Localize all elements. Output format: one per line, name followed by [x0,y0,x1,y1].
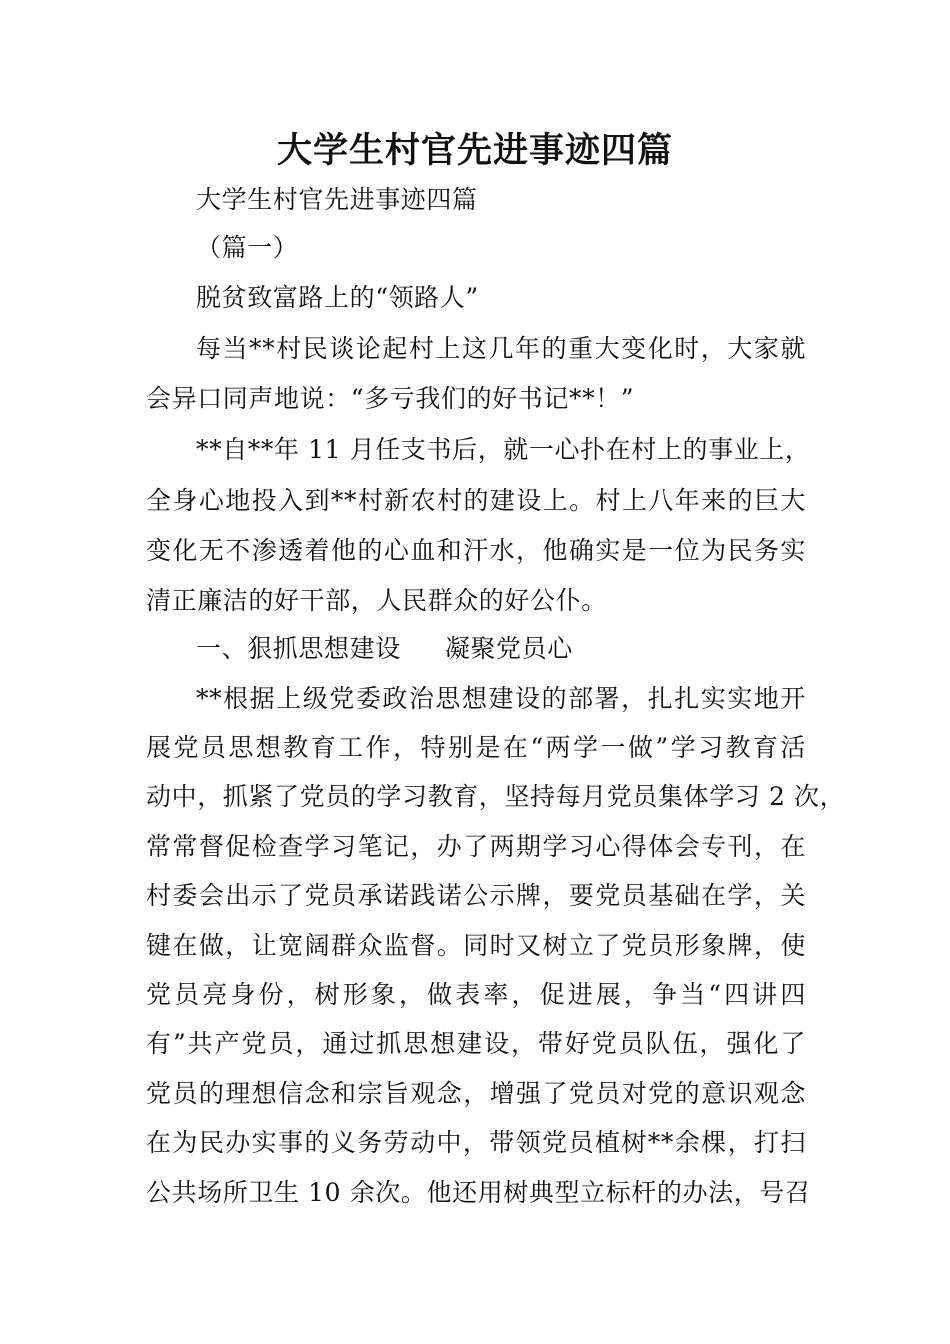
section-body-line: 党员的理想信念和宗旨观念，增强了党员对党的意识观念 [146,1079,806,1108]
section-body-line: 动中，抓紧了党员的学习教育，坚持每月党员集体学习 2 次， [146,782,846,811]
section-body-line: **根据上级党委政治思想建设的部署，扎扎实实地开 [196,684,806,713]
section-heading [196,631,806,667]
section-body-line: 有”共产党员，通过抓思想建设，带好党员队伍，强化了 [146,1029,806,1058]
section-heading-left: 一、狠抓思想建设 [196,634,401,663]
paragraph-line: 变化无不渗透着他的心血和汗水，他确实是一位为民务实 [146,536,806,565]
document-subtitle: 大学生村官先进事迹四篇 [196,185,478,214]
section-body-line: 常常督促检查学习笔记，办了两期学习心得体会专刊，在 [146,832,806,861]
section-body-line: 在为民办实事的义务劳动中，带领党员植树**余棵，打扫 [146,1128,806,1157]
part-label: （篇一） [196,233,299,262]
paragraph-line: 全身心地投入到**村新农村的建设上。村上八年来的巨大 [146,486,806,515]
section-body-line: 展党员思想教育工作，特别是在“两学一做”学习教育活 [146,733,806,762]
section-body-line: 村委会出示了党员承诺践诺公示牌，要党员基础在学，关 [146,881,806,910]
paragraph-line: 清正廉洁的好干部，人民群众的好公仆。 [146,586,607,615]
paragraph-line: **自**年 11 月任支书后，就一心扑在村上的事业上， [196,435,811,464]
section-body-line: 公共场所卫生 10 余次。他还用树典型立标杆的办法，号召 [146,1178,811,1207]
paragraph-line: 会异口同声地说：“多亏我们的好书记**！” [146,384,635,413]
section-body-line: 键在做，让宽阔群众监督。同时又树立了党员形象牌，使 [146,931,806,960]
section-body-line: 党员亮身份，树形象，做表率，促进展，争当“四讲四 [146,980,806,1009]
paragraph-line: 每当**村民谈论起村上这几年的重大变化时，大家就 [196,334,806,363]
document-title: 大学生村官先进事迹四篇 [276,130,673,171]
story-heading: 脱贫致富路上的“领路人” [196,283,479,312]
section-heading-right: 凝聚党员心 [444,634,573,663]
